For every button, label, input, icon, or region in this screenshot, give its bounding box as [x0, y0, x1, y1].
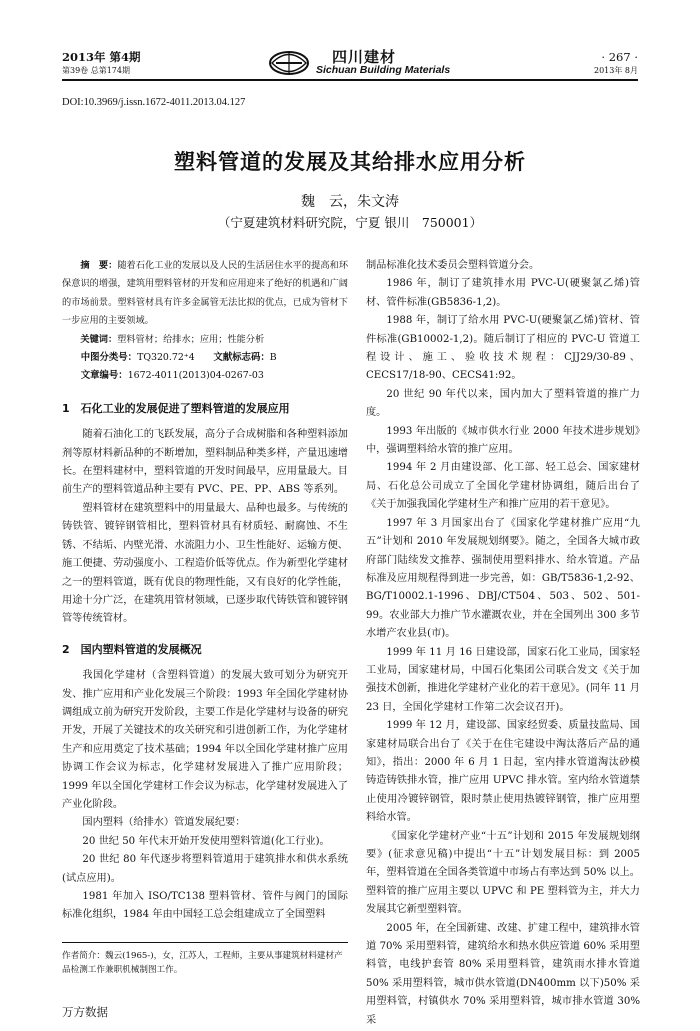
journal-issue — [62, 50, 141, 78]
article-label: 文章编号： — [80, 370, 128, 382]
article-value: 1672-4011(2013)04-0267-03 — [127, 370, 264, 382]
article-number — [62, 367, 348, 385]
doccode-value: B — [269, 352, 277, 364]
author-footnote: 作者简介：魏云(1965-)，女，江苏人，工程师，主要从事建筑材料建材产品检测工作兼职机械制图工作。 — [62, 951, 343, 975]
clc-value: TQ320.72⁺4 — [137, 352, 195, 364]
right-paragraph: 1988 年，制订了给水用 PVC-U(硬聚氯乙烯)管材、管件标准(GB10002-1,2)。随后制订了相应的 PVC-U 管道工程设计、施工、验收技术规程：CJJ29/30-89、CECS17/18-90、CECS41:92。 — [366, 315, 640, 382]
right-paragraph: 制品标准化技术委员会塑料管道分会。 — [366, 260, 540, 271]
section-1-paragraph: 塑料管材在建筑塑料中的用量最大、品种也最多。与传统的铸铁管、镀锌钢管相比，塑料管材具有材质轻、耐腐蚀、不生锈、不结垢、内壁光滑、水流阻力小、卫生性能好、运输方便、施工便捷、劳动强度小、工程造价低等优点。作为新型化学建材之一的塑料管道，既有优良的物理性能，又有良好的化学性能，用途十分广泛，在建筑用管材领域，已逐步取代铸铁管和镀锌钢管等传统管材。 — [62, 502, 348, 625]
right-paragraph: 2005 年，在全国新建、改建、扩建工程中，建筑排水管道 70% 采用塑料管，建筑给水和热水供应管道 60% 采用塑料管，电线护套管 80% 采用塑料管，建筑雨水排水管道 50% 采用塑料管，城市供水管道(DN400mm 以下)50% 采用塑料管，村镇供水 70% 采用塑料管，城市排水管道 30% 采 — [366, 922, 640, 1026]
footnote-rule — [62, 942, 348, 943]
keywords — [62, 331, 348, 349]
authors: 魏 云，朱文涛 — [301, 194, 399, 210]
right-paragraph: 1993 年出版的《城市供水行业 2000 年技术进步规划》中，强调塑料给水管的推广应用。 — [366, 425, 640, 456]
page-number: · 267 · — [601, 50, 638, 64]
right-paragraph: 1994 年 2 月由建设部、化工部、轻工总会、国家建材局、石化总公司成立了全国化学建材协调组，随后出台了《关于加强我国化学建材生产和推广应用的若干意见》。 — [366, 462, 640, 511]
section-2-paragraph: 1981 年加入 ISO/TC138 塑料管材、管件与阀门的国际标准化组织，1984 年由中国轻工总会组建成立了全国塑料 — [62, 891, 348, 921]
keywords-text: 塑料管材；给排水；应用；性能分析 — [117, 333, 265, 345]
page-info — [594, 50, 638, 78]
abstract — [62, 257, 348, 331]
doccode-label: 文献标志码： — [213, 352, 270, 364]
section-2-heading: 2 国内塑料管道的发展概况 — [62, 642, 202, 656]
publish-date: 2013年 8月 — [594, 66, 638, 75]
watermark: 万方数据 — [62, 1005, 108, 1019]
paper-title: 塑料管道的发展及其给排水应用分析 — [174, 150, 526, 174]
affiliation: （宁夏建筑材料研究院，宁夏 银川 750001） — [217, 215, 483, 230]
doi: DOI:10.3969/j.issn.1672-4011.2013.04.127 — [62, 97, 246, 108]
section-1-heading: 1 石化工业的发展促进了塑料管道的发展应用 — [62, 401, 290, 415]
section-2-paragraph: 20 世纪 80 年代逐步将塑料管道用于建筑排水和供水系统(试点应用)。 — [62, 854, 348, 884]
right-paragraph: 1999 年 12 月，建设部、国家经贸委、质量技监局、国家建材局联合出台了《关于在住宅建设中淘汰落后产品的通知》，指出：2000 年 6 月 1 日起，室内排水管道淘汰砂模铸造铸铁排水管，推广应用 UPVC 排水管。室内给水管道禁止使用冷镀锌钢管，限时禁止使用热镀锌钢管，推广应用塑料给水管。 — [366, 720, 640, 824]
section-2-paragraph: 国内塑料（给排水）管道发展纪要： — [82, 817, 246, 829]
section-1-paragraph: 随着石油化工的飞跃发展，高分子合成树脂和各种塑料添加剂等原材料新品种的不断增加，塑料制品种类多样，产量迅速增长。在塑料建材中，塑料管道的开发时间最早，应用量最大。目前生产的塑料管道品种主要有 PVC、PE、PP、ABS 等系列。 — [62, 429, 348, 496]
volume-label: 第39卷 总第174期 — [62, 66, 130, 75]
left-column — [62, 257, 348, 925]
right-paragraph: 1997 年 3 月国家出台了《国家化学建材推广应用“九五”计划和 2010 年发展规划纲要》。随之，全国各大城市政府部门陆续发文推荐、强制使用塑料排水、给水管道。产品标准及应用规程得到进一步完善，如：GB/T5836-1,2-92、BG/T10002.1-1996、DBJ/CT504、503、502、501-99。农业部大力推广节水灌溉农业，并在全国列出 300 多节水增产农业县(市)。 — [366, 517, 640, 640]
right-paragraph: 《国家化学建材产业“十五”计划和 2015 年发展规划纲要》(征求意见稿)中提出“十五”计划发展目标：到 2005 年，塑料管道在全国各类管道中市场占有率达到 50% 以上。塑料管的推广应用主要以 UPVC 和 PE 塑料管为主，并大力发展其它新型塑料管。 — [366, 830, 640, 916]
issue-label: 2013年 第4期 — [62, 50, 141, 64]
abstract-label: 摘 要： — [80, 260, 118, 271]
right-paragraph: 1999 年 11 月 16 日建设部，国家石化工业局，国家轻工业局，国家建材局，中国石化集团公司联合发文《关于加强技术创新，推进化学建材产业化的若干意见》。(同年 11 月 23 日，全国化学建材工作第二次会议召开)。 — [366, 646, 640, 713]
right-column — [366, 257, 640, 1030]
section-2-paragraph: 我国化学建材（含塑料管道）的发展大致可划分为研究开发、推广应用和产业化发展三个阶段：1993 年全国化学建材协调组成立前为研究开发阶段，主要工作是化学建材与设备的研究开发，开展了关键技术的攻关研究和引进创新工作，为化学建材生产和应用奠定了技术基础；1994 年以全国化学建材推广应用协调工作会议为标志，化学建材发展进入了推广应用阶段；1999 年以全国化学建材工作会议为标志，化学建材发展进入了产业化阶段。 — [62, 670, 348, 810]
clc-label: 中图分类号： — [80, 352, 138, 364]
journal-emblem-icon — [268, 48, 310, 78]
right-paragraph: 1986 年，制订了建筑排水用 PVC-U(硬聚氯乙烯)管材、管件标准(GB5836-1,2)。 — [366, 278, 640, 308]
right-paragraph: 20 世纪 90 年代以来，国内加大了塑料管道的推广力度。 — [366, 388, 640, 419]
keywords-label: 关键词： — [80, 333, 118, 345]
journal-name-cn: 四川建材 — [332, 48, 397, 66]
section-2-paragraph: 20 世纪 50 年代末开始开发使用塑料管道(化工行业)。 — [82, 835, 330, 847]
journal-name-en: Sichuan Building Materials — [316, 64, 451, 76]
classification — [62, 349, 348, 367]
header-rule — [62, 79, 638, 81]
abstract-text: 随着石化工业的发展以及人民的生活居住水平的提高和环保意识的增强，建筑用塑料管材的开发和应用迎来了绝好的机遇和广阔的市场前景。塑料管材具有许多金属管无法比拟的优点，已成为管材下一步应用的主要领域。 — [62, 260, 349, 327]
